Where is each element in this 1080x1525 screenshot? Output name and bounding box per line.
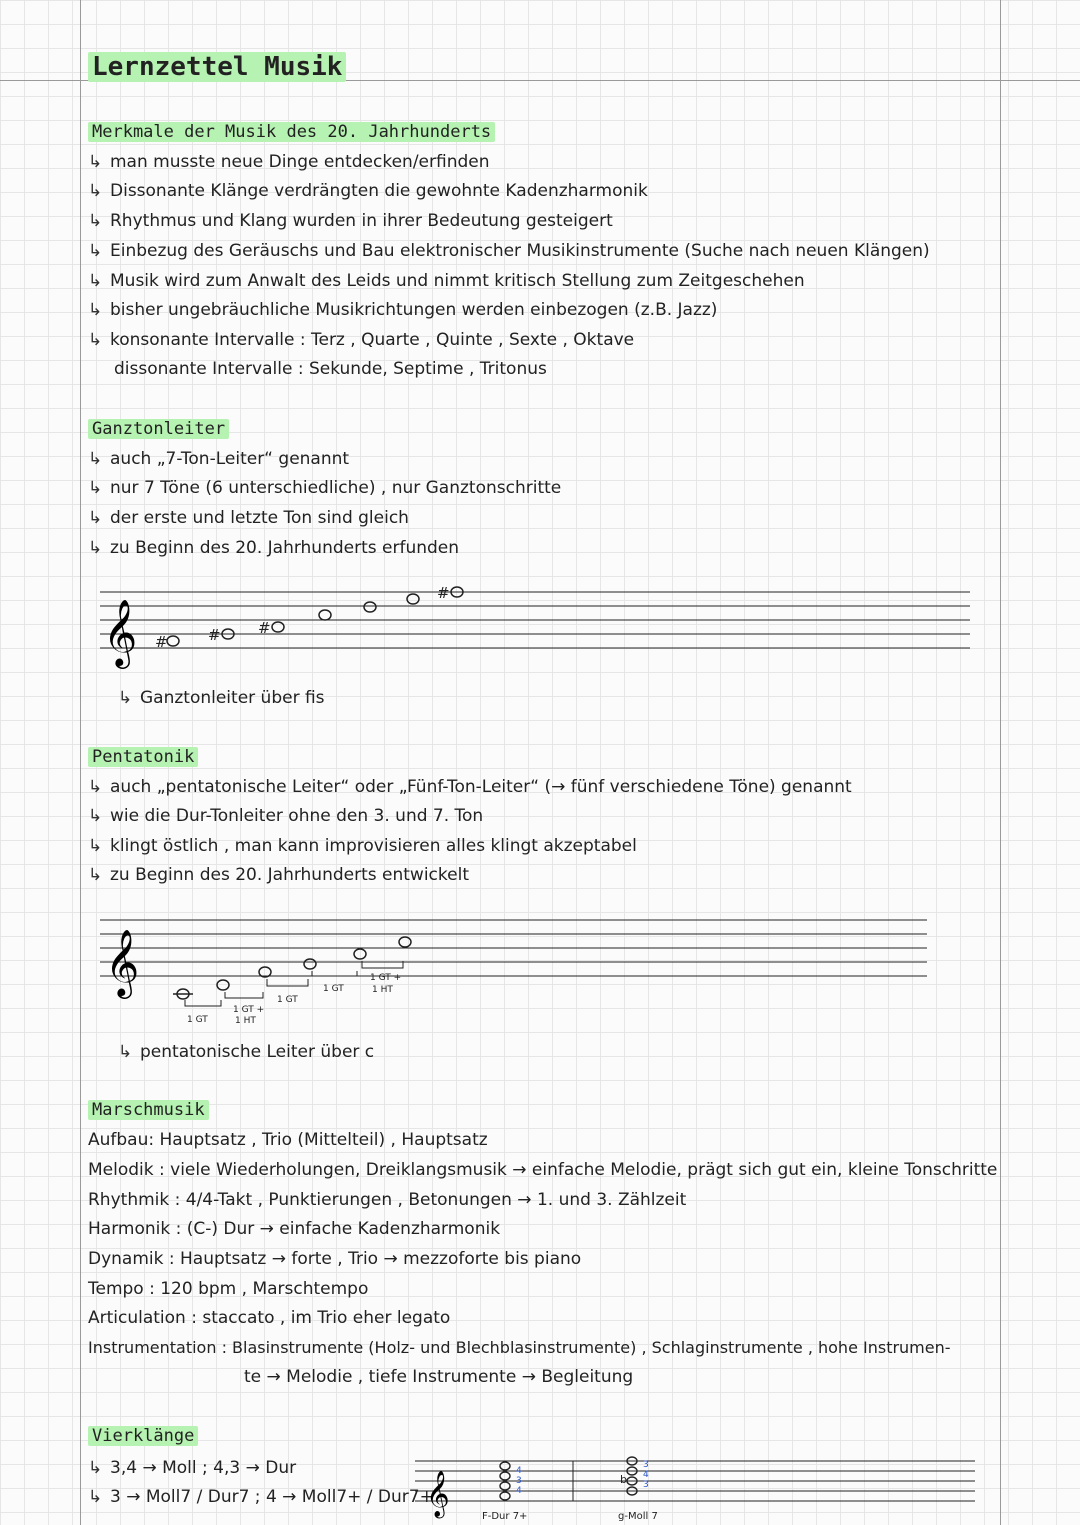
interval-number: 3 <box>516 1476 522 1486</box>
arrow-bullet-icon: ↳ <box>88 865 103 885</box>
treble-clef-icon: 𝄞 <box>426 1471 450 1517</box>
caption-pentatonik: ↳ pentatonische Leiter über c <box>118 1042 375 1062</box>
arrow-bullet-icon: ↳ <box>88 777 103 797</box>
interval-label: 1 GT <box>277 995 298 1005</box>
note <box>304 959 316 969</box>
list-item: ↳ Dissonante Klänge verdrängten die gewohnte Kadenzharmonik <box>88 181 648 201</box>
section-heading-vierklaenge: Vierklänge <box>88 1426 198 1446</box>
section-heading-merkmale: Merkmale der Musik des 20. Jahrhunderts <box>88 122 495 142</box>
interval-number: 3 <box>643 1480 649 1490</box>
page-margin-right <box>1000 0 1001 1525</box>
caption-ganztonleiter: ↳ Ganztonleiter über fis <box>118 688 325 708</box>
arrow-bullet-icon: ↳ <box>88 449 103 469</box>
arrow-bullet-icon: ↳ <box>88 836 103 856</box>
arrow-bullet-icon: ↳ <box>88 241 103 261</box>
section-heading-ganztonleiter: Ganztonleiter <box>88 419 229 439</box>
list-item: ↳ man musste neue Dinge entdecken/erfinden <box>88 152 490 172</box>
list-item: ↳ zu Beginn des 20. Jahrhunderts entwickelt <box>88 865 469 885</box>
interval-number: 4 <box>516 1466 522 1476</box>
property-row: Rhythmik : 4/4-Takt , Punktierungen , Betonungen → 1. und 3. Zählzeit <box>88 1190 687 1210</box>
note <box>500 1492 510 1500</box>
sharp-icon: # <box>208 626 221 644</box>
arrow-bullet-icon: ↳ <box>88 538 103 558</box>
staff-ganztonleiter <box>95 578 975 673</box>
note <box>167 636 179 646</box>
interval-number: 4 <box>643 1470 649 1480</box>
note <box>500 1472 510 1480</box>
note <box>354 949 366 959</box>
staff-pentatonik <box>95 910 935 1035</box>
chord-label: g-Moll 7 <box>618 1511 658 1522</box>
list-item: ↳ 3,4 → Moll ; 4,3 → Dur <box>88 1458 297 1478</box>
note <box>500 1482 510 1490</box>
note <box>364 602 376 612</box>
property-row: Articulation : staccato , im Trio eher legato <box>88 1308 451 1328</box>
arrow-bullet-icon: ↳ <box>88 330 103 350</box>
list-item: ↳ 3 → Moll7 / Dur7 ; 4 → Moll7+ / Dur7+ <box>88 1487 434 1507</box>
note <box>272 622 284 632</box>
flat-icon: b <box>620 1473 627 1486</box>
interval-label: 1 GT + <box>370 973 402 983</box>
staff-vierklaenge <box>410 1453 980 1523</box>
list-item: ↳ bisher ungebräuchliche Musikrichtungen werden einbezogen (z.B. Jazz) <box>88 300 718 320</box>
arrow-bullet-icon: ↳ <box>88 478 103 498</box>
list-item: ↳ auch „7-Ton-Leiter“ genannt <box>88 449 350 469</box>
arrow-bullet-icon: ↳ <box>88 1487 103 1507</box>
interval-number: 4 <box>516 1486 522 1496</box>
list-item: ↳ wie die Dur-Tonleiter ohne den 3. und 7. Ton <box>88 806 484 826</box>
property-row: Dynamik : Hauptsatz → forte , Trio → mezzoforte bis piano <box>88 1249 582 1269</box>
arrow-bullet-icon: ↳ <box>88 300 103 320</box>
note <box>399 937 411 947</box>
note <box>500 1462 510 1470</box>
list-item: ↳ auch „pentatonische Leiter“ oder „Fünf-Ton-Leiter“ (→ fünf verschiedene Töne) genannt <box>88 777 852 797</box>
list-item: ↳ der erste und letzte Ton sind gleich <box>88 508 409 528</box>
interval-label: 1 HT <box>235 1016 256 1026</box>
interval-label: 1 GT <box>323 984 344 994</box>
sharp-icon: # <box>437 584 450 602</box>
interval-label: 1 GT <box>187 1015 208 1025</box>
list-item: ↳ konsonante Intervalle : Terz , Quarte , Quinte , Sexte , Oktave <box>88 330 635 350</box>
section-heading-marschmusik: Marschmusik <box>88 1100 209 1120</box>
arrow-bullet-icon: ↳ <box>88 181 103 201</box>
note <box>217 980 229 990</box>
section-heading-pentatonik: Pentatonik <box>88 747 198 767</box>
arrow-bullet-icon: ↳ <box>88 806 103 826</box>
treble-clef-icon: 𝄞 <box>103 598 138 666</box>
property-row: Aufbau: Hauptsatz , Trio (Mittelteil) , Hauptsatz <box>88 1130 488 1150</box>
treble-clef-icon: 𝄞 <box>105 928 140 996</box>
arrow-bullet-icon: ↳ <box>88 508 103 528</box>
page-margin-left <box>80 0 81 1525</box>
list-item: ↳ Rhythmus und Klang wurden in ihrer Bedeutung gesteigert <box>88 211 613 231</box>
arrow-bullet-icon: ↳ <box>118 1042 133 1062</box>
property-row: Instrumentation : Blasinstrumente (Holz- und Blechblasinstrumente) , Schlaginstrumente , hohe Instrumen- <box>88 1338 951 1357</box>
list-item: ↳ Einbezug des Geräuschs und Bau elektronischer Musikinstrumente (Suche nach neuen Klängen) <box>88 241 930 261</box>
sharp-icon: # <box>155 633 168 651</box>
arrow-bullet-icon: ↳ <box>118 688 133 708</box>
arrow-bullet-icon: ↳ <box>88 271 103 291</box>
list-item-extra: dissonante Intervalle : Sekunde, Septime , Tritonus <box>114 359 547 379</box>
property-row: Harmonik : (C-) Dur → einfache Kadenzharmonik <box>88 1219 501 1239</box>
note <box>407 594 419 604</box>
arrow-bullet-icon: ↳ <box>88 152 103 172</box>
list-item: ↳ Musik wird zum Anwalt des Leids und nimmt kritisch Stellung zum Zeitgeschehen <box>88 271 805 291</box>
page-title: Lernzettel Musik <box>88 52 346 82</box>
chord-label: F-Dur 7+ <box>482 1511 528 1522</box>
list-item: ↳ nur 7 Töne (6 unterschiedliche) , nur Ganztonschritte <box>88 478 562 498</box>
interval-label: 1 GT + <box>233 1005 265 1015</box>
list-item: ↳ klingt östlich , man kann improvisieren alles klingt akzeptabel <box>88 836 637 856</box>
list-item: ↳ zu Beginn des 20. Jahrhunderts erfunden <box>88 538 460 558</box>
arrow-bullet-icon: ↳ <box>88 211 103 231</box>
note <box>319 610 331 620</box>
sharp-icon: # <box>258 619 271 637</box>
property-row: Tempo : 120 bpm , Marschtempo <box>88 1279 369 1299</box>
arrow-bullet-icon: ↳ <box>88 1458 103 1478</box>
interval-number: 3 <box>643 1460 649 1470</box>
interval-label: 1 HT <box>372 985 393 995</box>
property-row: Melodik : viele Wiederholungen, Dreiklangsmusik → einfache Melodie, prägt sich gut ein, kleine Tonschritte <box>88 1160 998 1180</box>
property-row-continuation: te → Melodie , tiefe Instrumente → Begleitung <box>244 1367 634 1387</box>
